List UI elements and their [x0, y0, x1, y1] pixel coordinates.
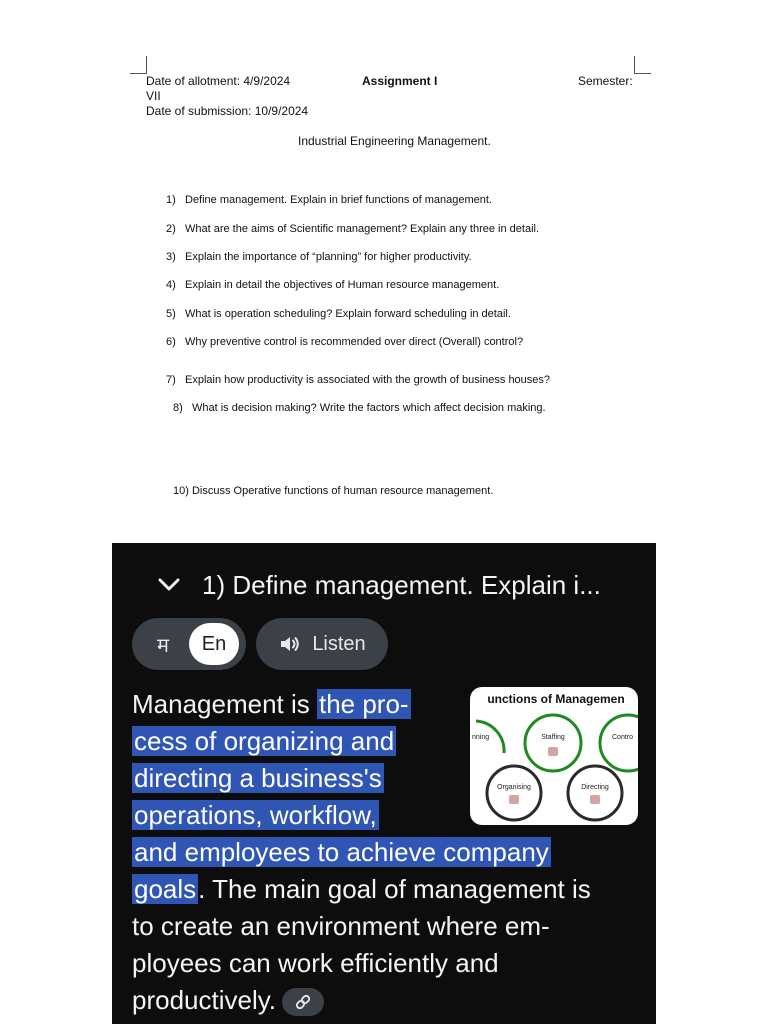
subject-title: Industrial Engineering Management.: [298, 134, 491, 148]
panel-title: 1) Define management. Explain i...: [202, 569, 601, 600]
panel-controls: [132, 618, 388, 670]
source-link-button[interactable]: [282, 988, 324, 1016]
highlighted-text: goals: [134, 874, 197, 904]
question-item: 2) What are the aims of Scientific management? Explain any three in detail.: [166, 223, 540, 235]
submission-date: Date of submission: 10/9/2024: [146, 104, 309, 118]
thumbnail-label: Contro: [612, 734, 634, 741]
allotment-date: Date of allotment: 4/9/2024: [146, 74, 291, 88]
assignment-title: Assignment I: [362, 74, 438, 88]
question-item: 3) Explain the importance of “planning” for higher productivity.: [166, 251, 472, 263]
semester-label: Semester:: [578, 74, 633, 88]
thumbnail-label: Directing: [581, 784, 609, 791]
answer-panel: [112, 543, 656, 1024]
crop-mark-left: [130, 56, 147, 74]
language-english-option[interactable]: En: [189, 623, 239, 665]
crop-mark-right: [634, 56, 651, 74]
chevron-down-icon[interactable]: [156, 572, 182, 598]
question-item: 1) Define management. Explain in brief functions of management.: [166, 194, 492, 206]
highlighted-text: directing a business's: [134, 763, 382, 793]
answer-panel-header[interactable]: [156, 565, 601, 605]
question-item: 6) Why preventive control is recommended over direct (Overall) control?: [166, 336, 524, 348]
language-marathi-option[interactable]: म: [157, 634, 169, 657]
thumbnail-label: nning: [472, 734, 490, 741]
listen-label: Listen: [312, 632, 366, 655]
link-icon: [294, 993, 312, 1011]
thumbnail-label: Staffing: [541, 734, 565, 741]
highlighted-text: the pro-: [318, 689, 409, 719]
answer-text-part: to create an environment where em-: [132, 911, 550, 941]
answer-text-part: Management is: [132, 689, 317, 719]
question-item: 5) What is operation scheduling? Explain forward scheduling in detail.: [166, 308, 511, 320]
question-item: 4) Explain in detail the objectives of Human resource management.: [166, 279, 500, 291]
language-toggle[interactable]: [132, 618, 246, 670]
thumbnail-title: unctions of Managemen: [487, 692, 625, 706]
highlighted-text: cess of organizing and: [134, 726, 395, 756]
question-item: 8) What is decision making? Write the factors which affect decision making.: [173, 402, 546, 414]
answer-text-part: productively.: [132, 985, 277, 1015]
listen-button[interactable]: [256, 618, 388, 670]
question-item: 7) Explain how productivity is associated with the growth of business houses?: [166, 374, 551, 386]
semester-value: VII: [146, 89, 161, 103]
functions-diagram-thumbnail[interactable]: [470, 687, 638, 825]
answer-text-part: ployees can work efficiently and: [132, 948, 499, 978]
speaker-icon: [278, 632, 302, 656]
question-item: 10) Discuss Operative functions of human resource management.: [173, 485, 494, 497]
answer-text-part: . The main goal of management is: [198, 874, 591, 904]
thumbnail-label: Organising: [497, 784, 531, 791]
highlighted-text: and employees to achieve company: [134, 837, 549, 867]
highlighted-text: operations, workflow,: [134, 800, 377, 830]
